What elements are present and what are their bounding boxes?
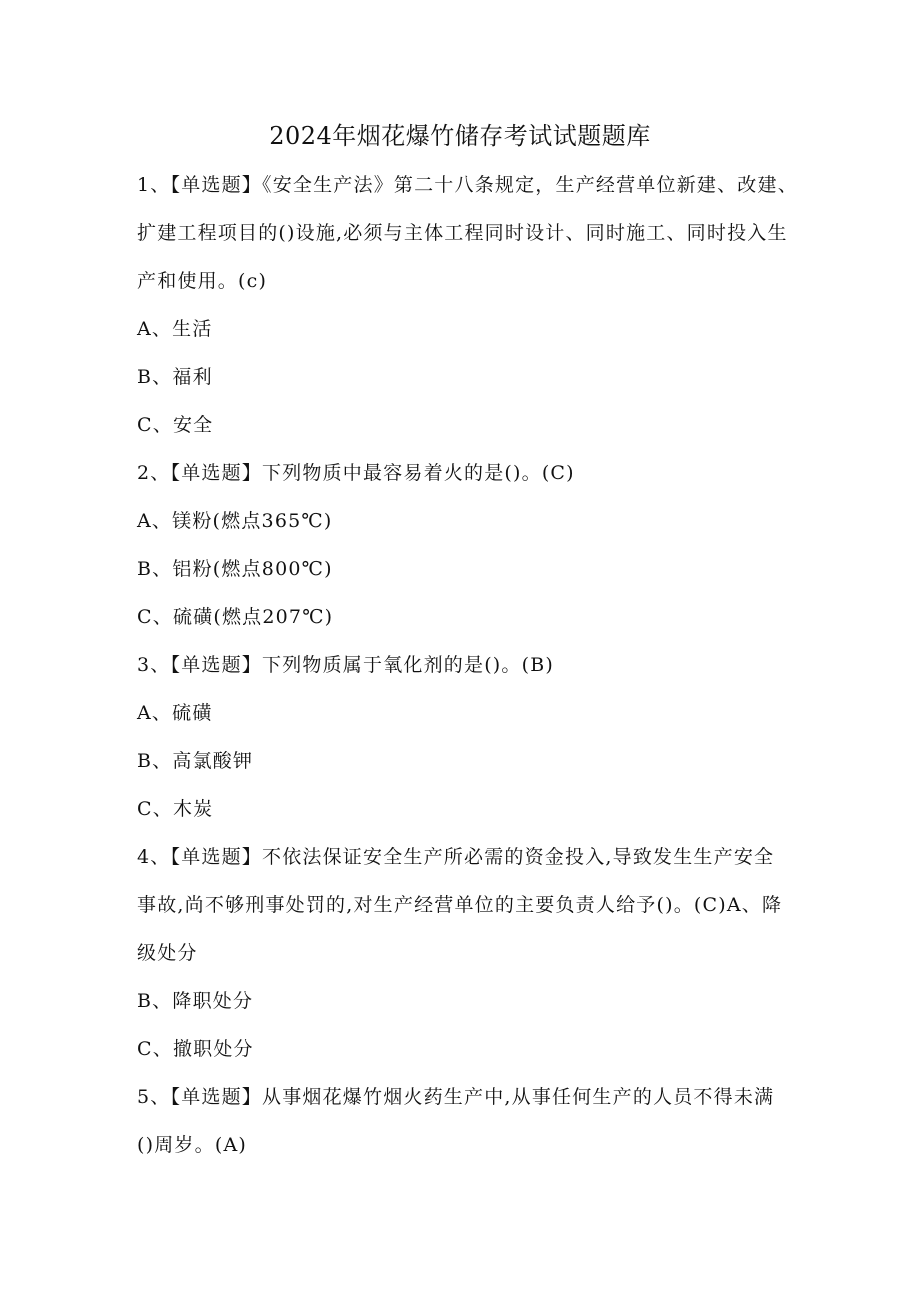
question-3-option-c: C、木炭 (137, 798, 214, 820)
question-4-line-3: 级处分 (137, 942, 198, 964)
question-1-line-3: 产和使用。(c) (137, 270, 268, 292)
question-4-line-1: 4、【单选题】不依法保证安全生产所必需的资金投入,导致发生生产安全 (137, 846, 775, 868)
question-2-option-a: A、镁粉(燃点365℃) (137, 510, 333, 532)
question-5-line-2: ()周岁。(A) (137, 1134, 247, 1156)
document-title: 2024年烟花爆竹储存考试试题题库 (269, 122, 651, 150)
question-1-line-2: 扩建工程项目的()设施,必须与主体工程同时设计、同时施工、同时投入生 (137, 222, 788, 244)
question-4-line-2: 事故,尚不够刑事处罚的,对生产经营单位的主要负责人给予()。(C)A、降 (137, 894, 783, 916)
question-3-option-b: B、高氯酸钾 (137, 750, 254, 772)
question-1-option-a: A、生活 (137, 318, 213, 340)
question-1-option-b: B、福利 (137, 366, 213, 388)
question-2-line-1: 2、【单选题】下列物质中最容易着火的是()。(C) (137, 462, 575, 484)
question-4-option-b: B、降职处分 (137, 990, 254, 1012)
question-1-option-c: C、安全 (137, 414, 214, 436)
question-1-line-1: 1、【单选题】《安全生产法》第二十八条规定，生产经营单位新建、改建、 (137, 174, 798, 196)
question-2-option-c: C、硫磺(燃点207℃) (137, 606, 334, 628)
question-2-option-b: B、铝粉(燃点800℃) (137, 558, 333, 580)
question-5-line-1: 5、【单选题】从事烟花爆竹烟火药生产中,从事任何生产的人员不得未满 (137, 1086, 775, 1108)
question-4-option-c: C、撤职处分 (137, 1038, 254, 1060)
question-3-line-1: 3、【单选题】下列物质属于氧化剂的是()。(B) (137, 654, 555, 676)
question-3-option-a: A、硫磺 (137, 702, 213, 724)
